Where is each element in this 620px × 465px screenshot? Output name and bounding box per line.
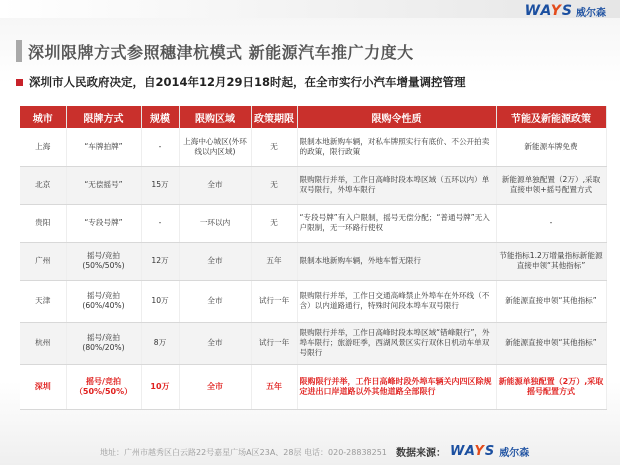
cell-method: “专段号牌”	[66, 204, 141, 242]
table-row	[20, 364, 606, 409]
source-label: 数据来源：	[396, 448, 446, 459]
table-row	[20, 280, 606, 322]
cell-area: 全市	[179, 280, 251, 322]
brand-logo	[525, 3, 606, 19]
cell-term: 试行一年	[251, 322, 297, 364]
cell-term: 无	[251, 128, 297, 166]
logo-cn: 威尔森	[576, 7, 606, 19]
cell-method: “无偿摇号”	[66, 166, 141, 204]
cell-term: 无	[251, 166, 297, 204]
subtitle-text: 深圳市人民政府决定，自2014年12月29日18时起，在全市实行小汽车增量调控管理	[29, 75, 466, 89]
col-header-nature: 限购令性质	[297, 106, 496, 128]
cell-scale: 10万	[141, 280, 179, 322]
cell-scale: 12万	[141, 242, 179, 280]
cell-nature: 限购限行并举，工作日高峰时段本埠区域“错峰限行”，外埠车限行；旅游旺季，西湖风景区实行双休日机动车单双号限行	[297, 322, 496, 364]
cell-scale: 15万	[141, 166, 179, 204]
cell-scale: 8万	[141, 322, 179, 364]
cell-city: 天津	[20, 280, 66, 322]
cell-area: 一环以内	[179, 204, 251, 242]
policy-table	[20, 106, 607, 410]
source-logo-cn: 威尔森	[499, 448, 530, 459]
table-row	[20, 128, 606, 166]
cell-city: 贵阳	[20, 204, 66, 242]
footer	[0, 440, 620, 465]
cell-city: 杭州	[20, 322, 66, 364]
cell-ev-policy: 节能指标1.2万增量指标新能源直接申领“其他指标”	[496, 242, 606, 280]
cell-ev-policy: 新能源直接申领“其他指标”	[496, 322, 606, 364]
cell-method: 摇号/竞拍（50%/50%）	[66, 364, 141, 409]
col-header-ev-policy: 节能及新能源政策	[496, 106, 606, 128]
page-title: 深圳限牌方式参照穗津杭模式 新能源汽车推广力度大	[28, 43, 414, 62]
col-header-scale: 规模	[141, 106, 179, 128]
cell-term: 无	[251, 204, 297, 242]
cell-area: 上海中心城区(外环线以内区域)	[179, 128, 251, 166]
cell-method: 摇号/竞拍(80%/20%)	[66, 322, 141, 364]
cell-method: 摇号/竞拍(60%/40%)	[66, 280, 141, 322]
cell-ev-policy: 新能源单独配置（2万）,采取直接申领+摇号配置方式	[496, 166, 606, 204]
cell-nature: 限购限行并举，工作日高峰时段外埠车辆关内四区除规定进出口岸道路以外其他道路全部限行	[297, 364, 496, 409]
cell-term: 五年	[251, 364, 297, 409]
cell-area: 全市	[179, 242, 251, 280]
footer-address: 地址：广州市越秀区白云路22号嘉星广场A区23A、28层 电话：020-28838251	[100, 448, 387, 457]
data-source	[396, 444, 529, 459]
cell-nature: 限购限行并举，工作日高峰时段本埠区域（五环以内）单双号限行，外埠车限行	[297, 166, 496, 204]
cell-area: 全市	[179, 322, 251, 364]
subtitle	[16, 74, 466, 90]
cell-method: “车牌拍牌”	[66, 128, 141, 166]
cell-city: 深圳	[20, 364, 66, 409]
cell-ev-policy: 新能源车牌免费	[496, 128, 606, 166]
table-row	[20, 204, 606, 242]
cell-area: 全市	[179, 166, 251, 204]
cell-term: 五年	[251, 242, 297, 280]
table-header-row	[20, 106, 606, 128]
cell-nature: “专段号牌”有入户限制，摇号无偿分配；“普通号牌”无入户限制，无一环路行使权	[297, 204, 496, 242]
col-header-method: 限牌方式	[66, 106, 141, 128]
cell-city: 广州	[20, 242, 66, 280]
cell-method: 摇号/竞拍(50%/50%)	[66, 242, 141, 280]
logo-word: WAYS	[524, 3, 573, 19]
cell-nature: 限购限行并举，工作日交通高峰禁止外埠车在外环线（不含）以内道路通行，特殊时间段本埠车双号限行	[297, 280, 496, 322]
col-header-term: 政策期限	[251, 106, 297, 128]
bullet-icon	[16, 79, 23, 86]
cell-scale: -	[141, 204, 179, 242]
col-header-area: 限购区域	[179, 106, 251, 128]
title-accent-bar	[16, 40, 22, 62]
source-logo-word: WAYS	[450, 444, 496, 459]
table-row	[20, 242, 606, 280]
cell-scale: -	[141, 128, 179, 166]
cell-ev-policy: 新能源直接申领“其他指标”	[496, 280, 606, 322]
table-row	[20, 322, 606, 364]
cell-city: 上海	[20, 128, 66, 166]
cell-term: 试行一年	[251, 280, 297, 322]
cell-ev-policy: 新能源单独配置（2万）,采取摇号配置方式	[496, 364, 606, 409]
cell-ev-policy: -	[496, 204, 606, 242]
col-header-city: 城市	[20, 106, 66, 128]
cell-nature: 限制本地新购车辆，外地车暂无限行	[297, 242, 496, 280]
table-row	[20, 166, 606, 204]
cell-scale: 10万	[141, 364, 179, 409]
cell-city: 北京	[20, 166, 66, 204]
cell-area: 全市	[179, 364, 251, 409]
cell-nature: 限制本地新购车辆，对私车牌照实行有底价、不公开拍卖的政策，限行政策	[297, 128, 496, 166]
